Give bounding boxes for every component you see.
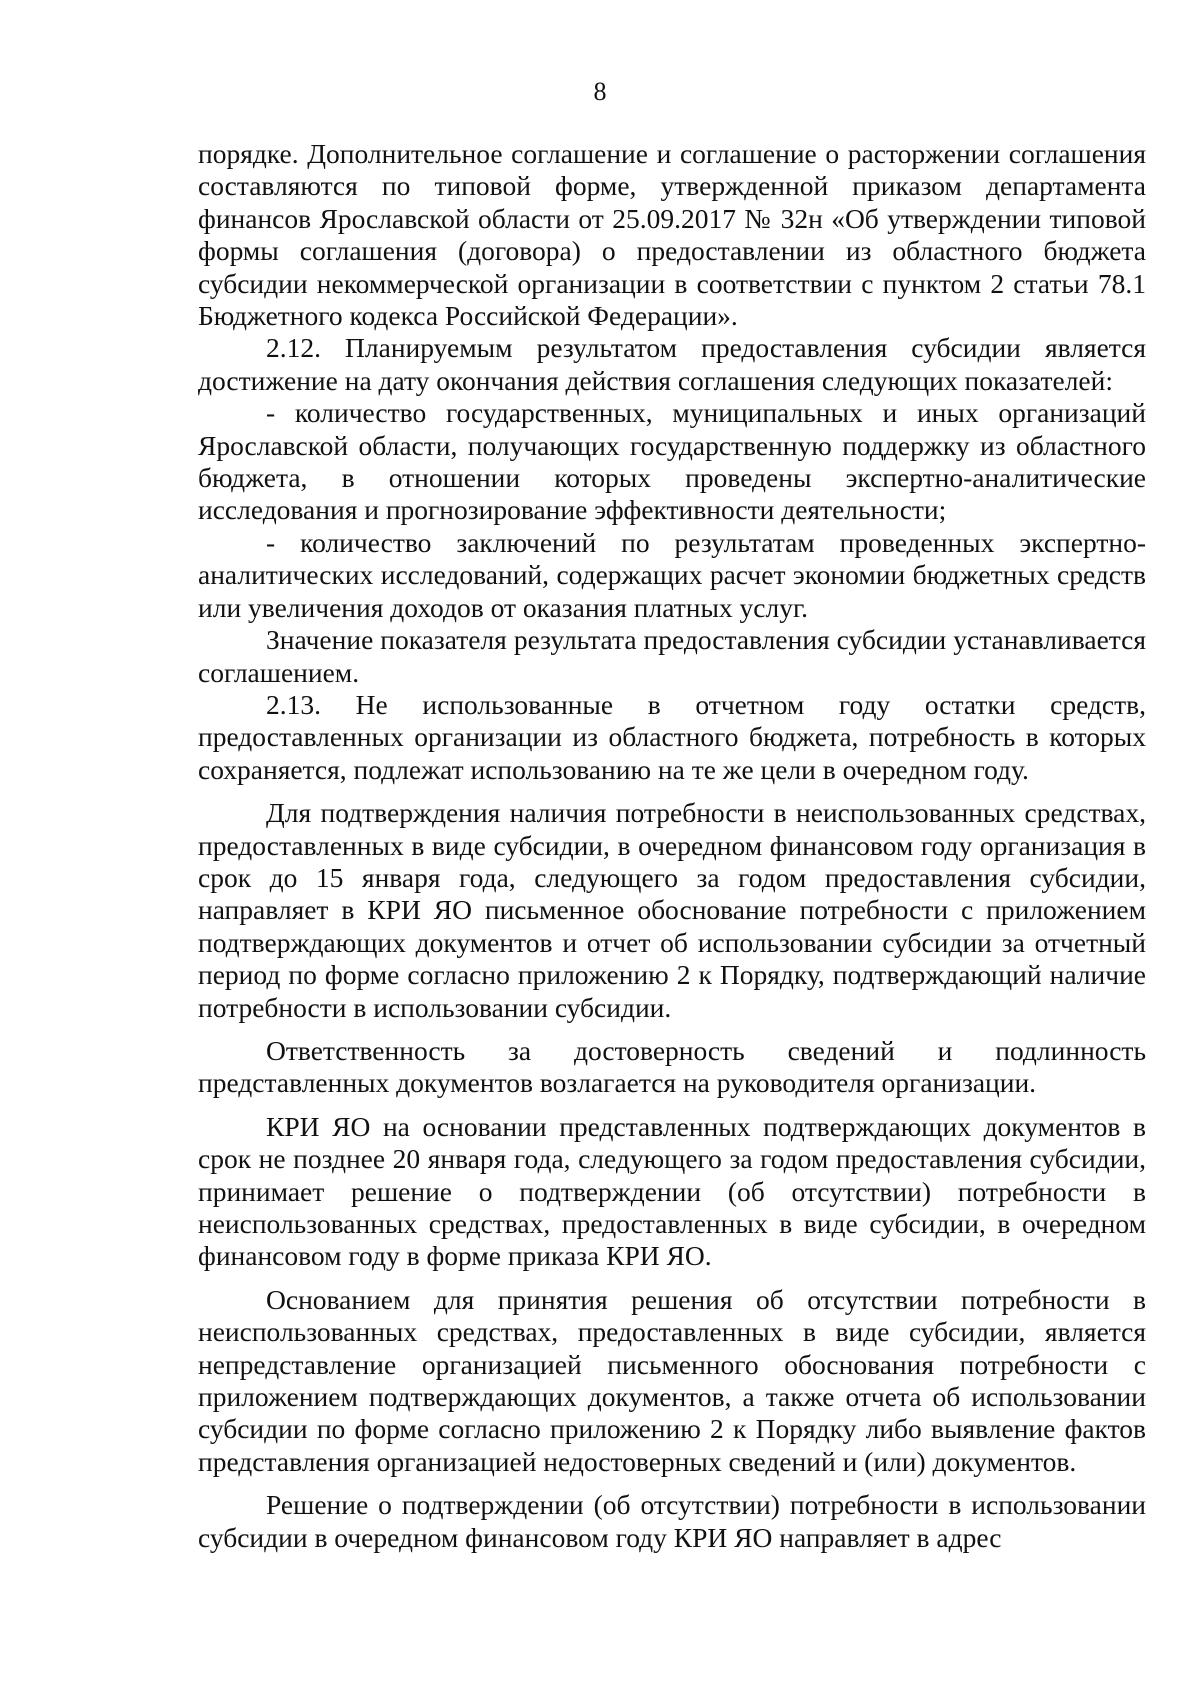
paragraph-indicator-value: Значение показателя результата предоставления субсидии устанавливается соглашением.: [198, 624, 1146, 688]
paragraph-section-2-13: 2.13. Не использованные в отчетном году остатки средств, предоставленных организации из областного бюджета, потребность в которых сохраняется, подлежат использованию на те же цели в очередном году.: [198, 688, 1146, 785]
document-body: [198, 138, 1146, 1554]
paragraph-indicator-2: - количество заключений по результатам проведенных экспертно-аналитических исследований, содержащих расчет экономии бюджетных средств или увеличения доходов от оказания платных услуг.: [198, 526, 1146, 623]
paragraph-continuation: порядке. Дополнительное соглашение и соглашение о расторжении соглашения составляются по типовой форме, утвержденной приказом департамента финансов Ярославской области от 25.09.2017 № 32н «Об утверждении типовой формы соглашения (договора) о предоставлении из областного бюджета субсидии некоммерческой организации в соответствии с пунктом 2 статьи 78.1 Бюджетного кодекса Российской Федерации».: [198, 138, 1146, 332]
paragraph-decision-sending: Решение о подтверждении (об отсутствии) потребности в использовании субсидии в очередном финансовом году КРИ ЯО направляет в адрес: [198, 1489, 1146, 1553]
paragraph-section-2-12: 2.12. Планируемым результатом предоставления субсидии является достижение на дату окончания действия соглашения следующих показателей:: [198, 332, 1146, 396]
paragraph-indicator-1: - количество государственных, муниципальных и иных организаций Ярославской области, получающих государственную поддержку из областного бюджета, в отношении которых проведены экспертно-аналитические исследования и прогнозирование эффективности деятельности;: [198, 397, 1146, 526]
page-number: 8: [593, 77, 607, 106]
paragraph-confirmation-need: Для подтверждения наличия потребности в неиспользованных средствах, предоставленных в виде субсидии, в очередном финансовом году организация в срок до 15 января года, следующего за годом предоставления субсидии, направляет в КРИ ЯО письменное обоснование потребности с приложением подтверждающих документов и отчет об использовании субсидии за отчетный период по форме согласно приложению 2 к Порядку, подтверждающий наличие потребности в использовании субсидии.: [198, 797, 1146, 1023]
paragraph-kri-decision: КРИ ЯО на основании представленных подтверждающих документов в срок не позднее 20 января года, следующего за годом предоставления субсидии, принимает решение о подтверждении (об отсутствии) потребности в неиспользованных средствах, предоставленных в виде субсидии, в очередном финансовом году в форме приказа КРИ ЯО.: [198, 1110, 1146, 1272]
paragraph-responsibility: Ответственность за достоверность сведений и подлинность представленных документов возлагается на руководителя организации.: [198, 1034, 1146, 1099]
paragraph-grounds: Основанием для принятия решения об отсутствии потребности в неиспользованных средствах, предоставленных в виде субсидии, является непредставление организацией письменного обоснования потребности с приложением подтверждающих документов, а также отчета об использовании субсидии по форме согласно приложению 2 к Порядку либо выявление фактов представления организацией недостоверных сведений и (или) документов.: [198, 1283, 1146, 1477]
